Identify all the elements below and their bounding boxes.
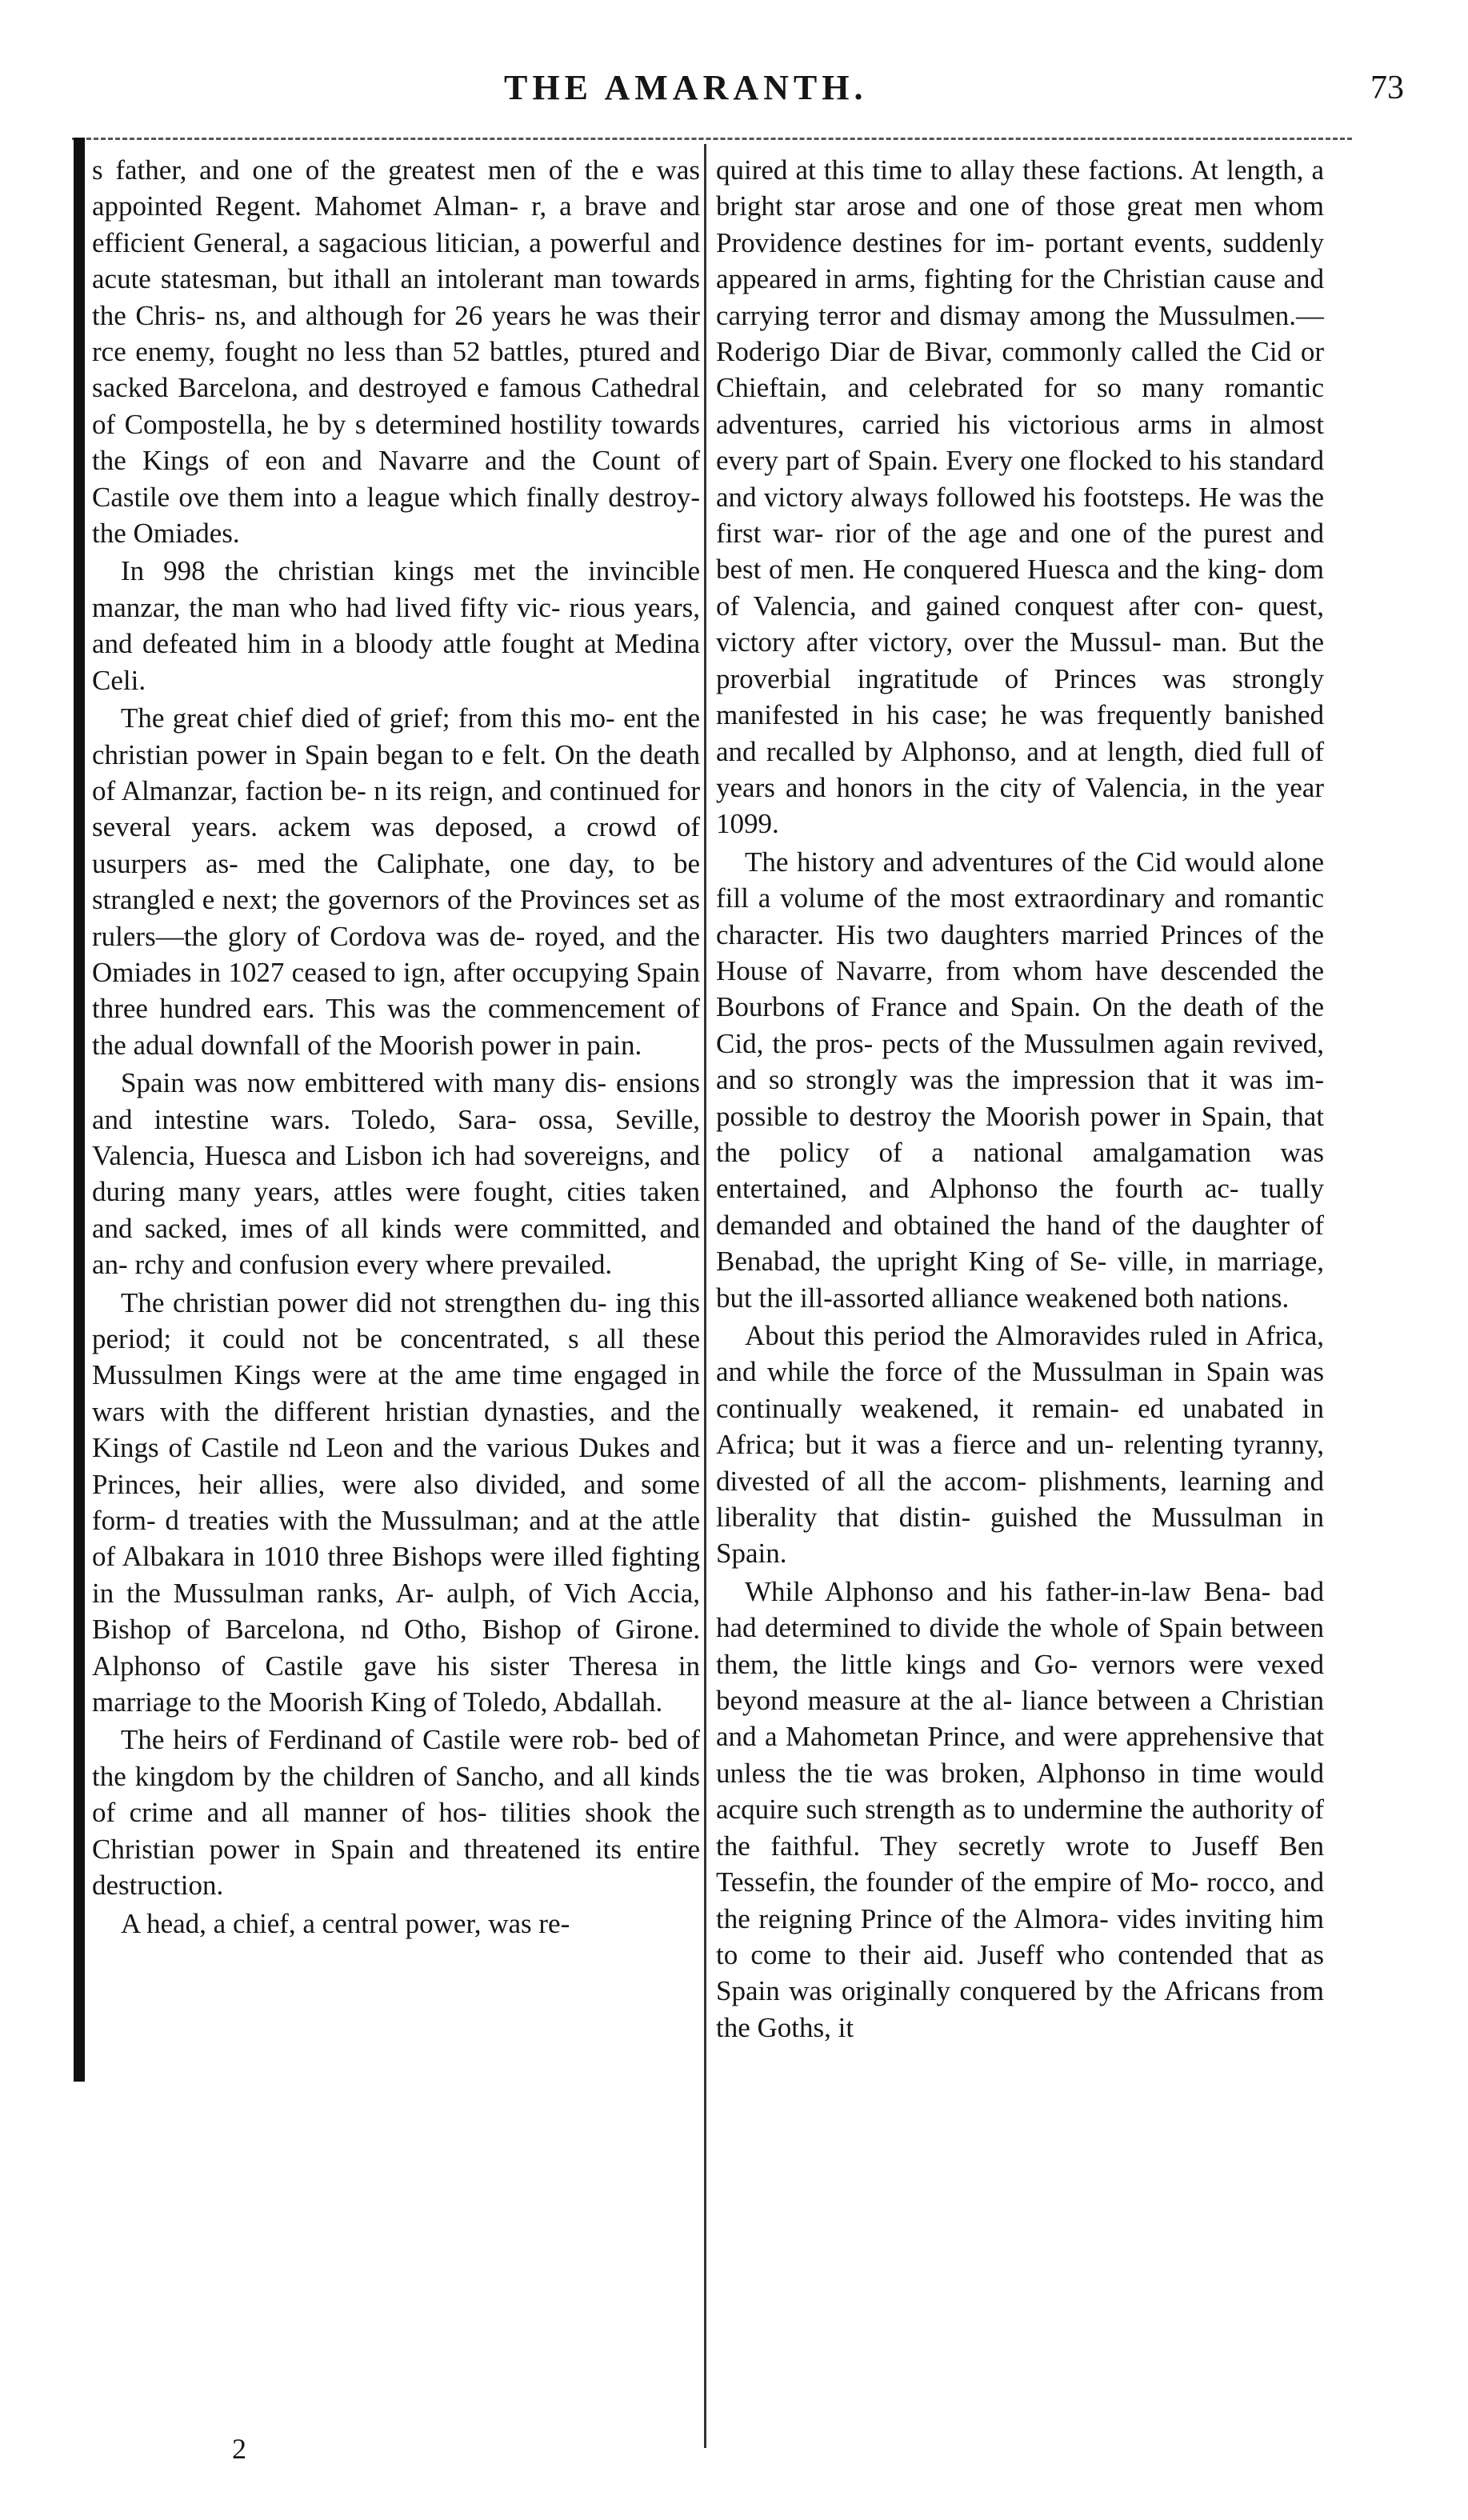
paragraph: Spain was now embittered with many dis- ensions and intestine wars. Toledo, Sara- ossa, Seville, Valencia, Huesca and Lisbon ich had sovereigns, and during many years, attles were fought, cities taken and sacked, imes of all kinds were committed, and an- rchy and confusion every where prevailed. — [92, 1067, 700, 1281]
paragraph: In 998 the christian kings met the invincible manzar, the man who had lived fifty vic- rious years, and defeated him in a bloody attle fought at Medina Celi. — [92, 555, 700, 696]
paragraph: While Alphonso and his father-in-law Bena- bad had determined to divide the whole of Spain between them, the little kings and Go- vernors were vexed beyond measure at the al- liance between a Christian and a Mahometan Prince, and were apprehensive that unless the tie was broken, Alphonso in time would acquire such strength as to undermine the authority of the faithful. They secretly wrote to Juseff Ben Tessefin, the founder of the empire of Mo- rocco, and the reigning Prince of the Almora- vides inviting him to come to their aid. Juseff who contended that as Spain was originally conquered by the Africans from the Goths, it — [716, 1575, 1324, 2043]
paragraph: The heirs of Ferdinand of Castile were rob- bed of the kingdom by the children of Sancho, and all kinds of crime and all manner of hos- tilities shook the Christian power in Spain and threatened its entire destruction. — [92, 1724, 700, 1902]
header-rule — [72, 138, 1352, 140]
column-divider — [704, 144, 706, 2448]
page-header — [0, 67, 1468, 115]
paragraph: quired at this time to allay these factions. At length, a bright star arose and one of those great men whom Providence destines for im- portant events, suddenly appeared in arms, fighting for the Christian cause and carrying terror and dismay among the Mussulmen.— Roderigo Diar de Bivar, commonly called the Cid or Chieftain, and celebrated for so many romantic adventures, carried his victorious arms in almost every part of Spain. Every one flocked to his standard and victory always followed his footsteps. He was the first war- rior of the age and one of the purest and best of men. He conquered Huesca and the king- dom of Valencia, and gained conquest after con- quest, victory after victory, over the Mussul- man. But the proverbial ingratitude of Princes was strongly manifested in his case; he was frequently banished and recalled by Alphonso, and at length, died full of years and honors in the city of Valencia, in the year 1099. — [716, 154, 1324, 840]
binding-shadow — [74, 138, 85, 2082]
running-title: THE AMARANTH. — [504, 68, 868, 107]
left-column — [92, 152, 700, 1943]
page-number: 73 — [1370, 70, 1404, 106]
paragraph: The history and adventures of the Cid would alone fill a volume of the most extraordinary and romantic character. His two daughters married Princes of the House of Navarre, from whom have descended the Bourbons of France and Spain. On the death of the Cid, the pros- pects of the Mussulmen again revived, and so strongly was the impression that it was im- possible to destroy the Moorish power in Spain, that the policy of a national amalgamation was entertained, and Alphonso the fourth ac- tually demanded and obtained the hand of the daughter of Benabad, the upright King of Se- ville, in marriage, but the ill-assorted alliance weakened both nations. — [716, 846, 1324, 1314]
signature-mark: 2 — [232, 2433, 246, 2465]
paragraph: A head, a chief, a central power, was re- — [121, 1907, 570, 1939]
paragraph: The christian power did not strengthen du- ing this period; it could not be concentrated, s all these Mussulmen Kings were at the ame time engaged in wars with the different hristian dynasties, and the Kings of Castile nd Leon and the various Dukes and Princes, heir allies, were also divided, and some form- d treaties with the Mussulman; and at the attle of Albakara in 1010 three Bishops were illed fighting in the Mussulman ranks, Ar- aulph, of Vich Accia, Bishop of Barcelona, nd Otho, Bishop of Girone. Alphonso of Castile gave his sister Theresa in marriage to the Moorish King of Toledo, Abdallah. — [92, 1286, 700, 1718]
paragraph: About this period the Almoravides ruled in Africa, and while the force of the Mussulman in Spain was continually weakened, it remain- ed unabated in Africa; but it was a fierce and un- relenting tyranny, divested of all the accom- plishments, learning and liberality that distin- guished the Mussulman in Spain. — [716, 1320, 1324, 1570]
paragraph: The great chief died of grief; from this mo- ent the christian power in Spain began to e felt. On the death of Almanzar, faction be- n its reign, and continued for several years. ackem was deposed, a crowd of usurpers as- med the Caliphate, one day, to be strangled e next; the governors of the Provinces set as rulers—the glory of Cordova was de- royed, and the Omiades in 1027 ceased to ign, after occupying Spain three hundred ears. This was the commencement of the adual downfall of the Moorish power in pain. — [92, 702, 700, 1061]
right-column — [716, 152, 1324, 2047]
paragraph: s father, and one of the greatest men of the e was appointed Regent. Mahomet Alman- r, a brave and efficient General, a sagacious litician, a powerful and acute statesman, but ithall an intolerant man towards the Chris- ns, and although for 26 years he was their rce enemy, fought no less than 52 battles, ptured and sacked Barcelona, and destroyed e famous Cathedral of Compostella, he by s determined hostility towards the Kings of eon and Navarre and the Count of Castile ove them into a league which finally destroy- the Omiades. — [92, 154, 700, 550]
